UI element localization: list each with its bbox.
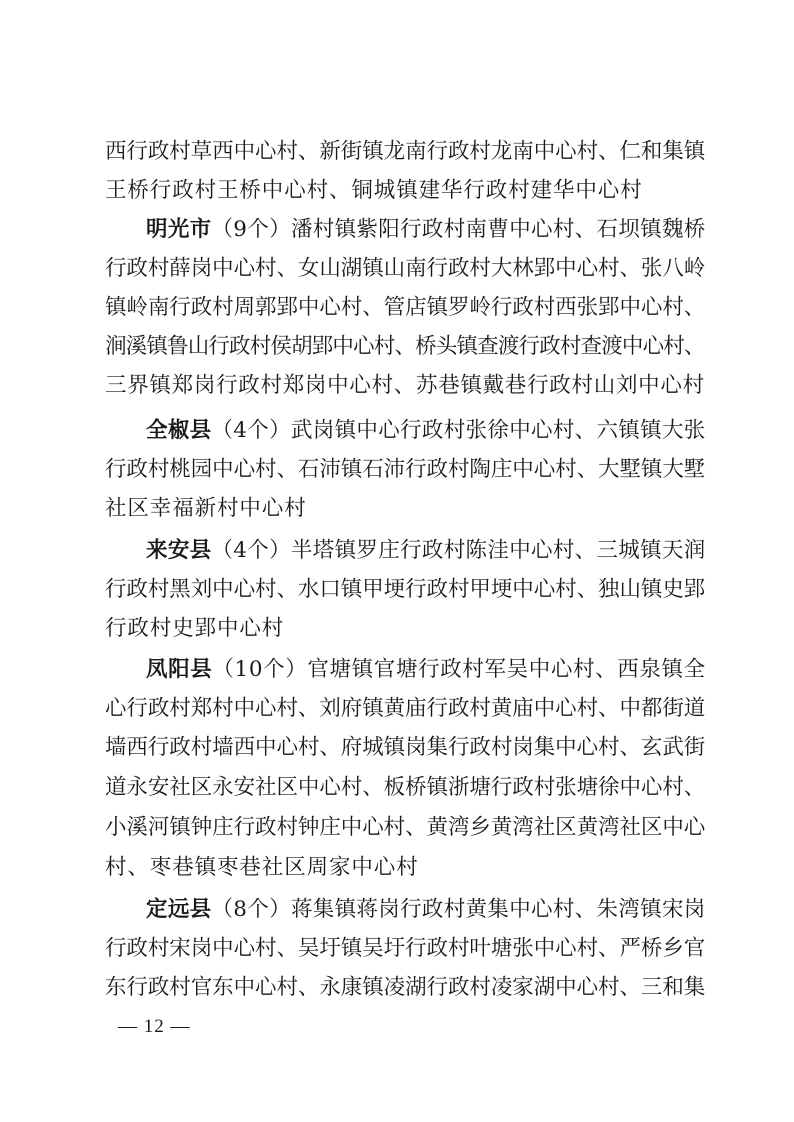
text-line: 村、枣巷镇枣巷社区周家中心村 <box>105 855 419 880</box>
text-line: 行政村史郢中心村 <box>105 616 285 641</box>
text-line: 三界镇郑岗行政村郑岗中心村、苏巷镇戴巷行政村山刘中心村 <box>105 373 705 398</box>
county-heading: 全椒县 <box>146 418 212 443</box>
page-number: — 12 — <box>118 1016 191 1037</box>
text-line: 社区幸福新村中心村 <box>105 496 307 521</box>
paragraph-laian: 来安县（4个）半塔镇罗庄行政村陈洼中心村、三城镇天润 <box>146 538 706 563</box>
text-line: 东行政村官东中心村、永康镇凌湖行政村凌家湖中心村、三和集 <box>105 975 706 1000</box>
text-line: 镇岭南行政村周郭郢中心村、管店镇罗岭行政村西张郢中心村、 <box>105 295 706 320</box>
county-heading: 定远县 <box>146 897 212 922</box>
text-line: 行政村黑刘中心村、水口镇甲埂行政村甲埂中心村、独山镇史郢 <box>105 577 706 602</box>
county-heading: 明光市 <box>146 217 212 242</box>
paragraph-mingguang: 明光市（9个）潘村镇紫阳行政村南曹中心村、石坝镇魏桥 <box>146 217 706 242</box>
paragraph-quanjiao: 全椒县（4个）武岗镇中心行政村张徐中心村、六镇镇大张 <box>146 418 706 443</box>
text-line: 行政村桃园中心村、石沛镇石沛行政村陶庄中心村、大墅镇大墅 <box>105 457 706 482</box>
text-line: 涧溪镇鲁山行政村侯胡郢中心村、桥头镇查渡行政村查渡中心村、 <box>105 334 705 359</box>
text-line: 小溪河镇钟庄行政村钟庄中心村、黄湾乡黄湾社区黄湾社区中心 <box>105 815 706 840</box>
paragraph-dingyuan: 定远县（8个）蒋集镇蒋岗行政村黄集中心村、朱湾镇宋岗 <box>146 897 706 922</box>
text-line: 墙西行政村墙西中心村、府城镇岗集行政村岗集中心村、玄武街 <box>105 735 706 760</box>
text-line: 行政村薛岗中心村、女山湖镇山南行政村大林郢中心村、张八岭 <box>105 256 706 281</box>
county-heading: 凤阳县 <box>146 657 213 682</box>
text-line: 道永安社区永安社区中心村、板桥镇浙塘行政村张塘徐中心村、 <box>105 775 706 800</box>
text-line: 行政村宋岗中心村、吴圩镇吴圩行政村叶塘张中心村、严桥乡官 <box>105 936 706 961</box>
county-heading: 来安县 <box>146 538 212 563</box>
text-line: 王桥行政村王桥中心村、铜城镇建华行政村建华中心村 <box>105 178 643 203</box>
paragraph-fengyang: 凤阳县（10个）官塘镇官塘行政村军吴中心村、西泉镇全 <box>146 657 706 682</box>
text-line: 西行政村草西中心村、新街镇龙南行政村龙南中心村、仁和集镇 <box>105 139 706 164</box>
text-line: 心行政村郑村中心村、刘府镇黄庙行政村黄庙中心村、中都街道 <box>105 696 706 721</box>
